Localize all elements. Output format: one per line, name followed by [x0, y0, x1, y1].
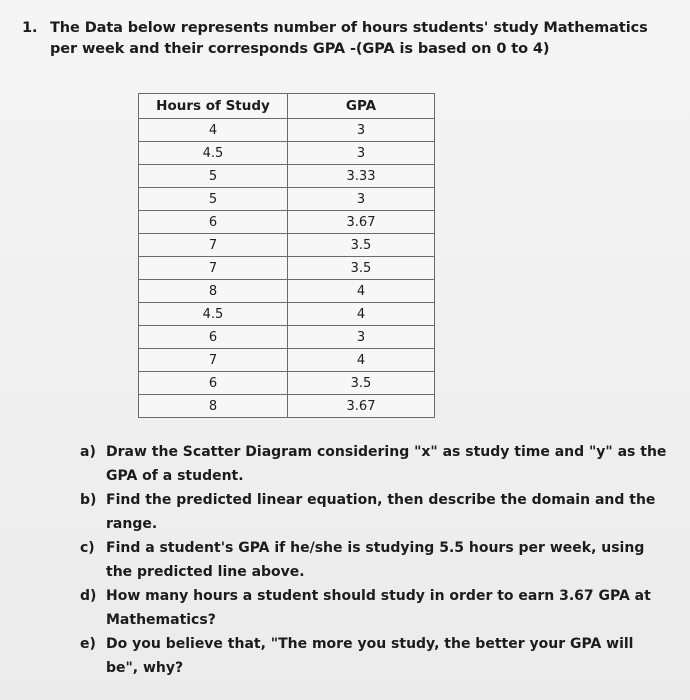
gpa-cell: 3.5	[288, 257, 435, 280]
hours-cell: 5	[139, 165, 288, 188]
gpa-cell: 4	[288, 349, 435, 372]
table-row	[139, 211, 435, 234]
sub-question-text: Find a student's GPA if he/she is studying 5.5 hours per week, using the predicted line above.	[106, 540, 645, 580]
hours-cell: 8	[139, 280, 288, 303]
sub-question-letter: e)	[80, 636, 96, 652]
gpa-cell: 3	[288, 119, 435, 142]
sub-question-text: How many hours a student should study in order to earn 3.67 GPA at Mathematics?	[106, 588, 651, 628]
hours-cell: 4.5	[139, 142, 288, 165]
gpa-cell: 3.5	[288, 234, 435, 257]
sub-question-letter: a)	[80, 444, 96, 460]
table-row	[139, 165, 435, 188]
table-row	[139, 326, 435, 349]
table-row	[139, 372, 435, 395]
question-text-line-2: per week and their corresponds GPA -(GPA is based on 0 to 4)	[50, 41, 550, 57]
gpa-cell: 3	[288, 142, 435, 165]
gpa-cell: 3.67	[288, 395, 435, 418]
hours-cell: 4.5	[139, 303, 288, 326]
column-header-hours: Hours of Study	[139, 94, 288, 119]
hours-cell: 8	[139, 395, 288, 418]
sub-question-b	[80, 488, 670, 536]
sub-question-e	[80, 632, 670, 680]
sub-question-text: Draw the Scatter Diagram considering "x" as study time and "y" as the GPA of a student.	[106, 444, 667, 484]
question-header	[22, 18, 662, 60]
table-row	[139, 280, 435, 303]
gpa-cell: 3.33	[288, 165, 435, 188]
sub-question-a	[80, 440, 670, 488]
hours-gpa-table	[138, 93, 435, 418]
question-line-1	[22, 18, 662, 39]
table-row	[139, 349, 435, 372]
hours-cell: 7	[139, 349, 288, 372]
table-row	[139, 257, 435, 280]
hours-cell: 6	[139, 372, 288, 395]
gpa-cell: 4	[288, 303, 435, 326]
hours-cell: 6	[139, 326, 288, 349]
gpa-cell: 4	[288, 280, 435, 303]
sub-question-text: Do you believe that, "The more you study, the better your GPA will be", why?	[106, 636, 634, 676]
hours-cell: 6	[139, 211, 288, 234]
sub-question-letter: b)	[80, 492, 97, 508]
table-row	[139, 234, 435, 257]
table-row	[139, 188, 435, 211]
gpa-cell: 3.5	[288, 372, 435, 395]
hours-cell: 7	[139, 234, 288, 257]
sub-question-d	[80, 584, 670, 632]
table-row	[139, 142, 435, 165]
hours-cell: 5	[139, 188, 288, 211]
sub-question-text: Find the predicted linear equation, then describe the domain and the range.	[106, 492, 656, 532]
gpa-cell: 3	[288, 326, 435, 349]
gpa-cell: 3	[288, 188, 435, 211]
question-number: 1.	[22, 20, 38, 36]
hours-cell: 7	[139, 257, 288, 280]
table-row	[139, 303, 435, 326]
question-text-line-1: The Data below represents number of hours students' study Mathematics	[50, 20, 648, 36]
column-header-gpa: GPA	[288, 94, 435, 119]
hours-cell: 4	[139, 119, 288, 142]
table-row	[139, 119, 435, 142]
table-header-row	[139, 94, 435, 119]
sub-question-c	[80, 536, 670, 584]
sub-question-list	[80, 440, 670, 680]
table-row	[139, 395, 435, 418]
sub-question-letter: c)	[80, 540, 95, 556]
sub-question-letter: d)	[80, 588, 97, 604]
gpa-cell: 3.67	[288, 211, 435, 234]
